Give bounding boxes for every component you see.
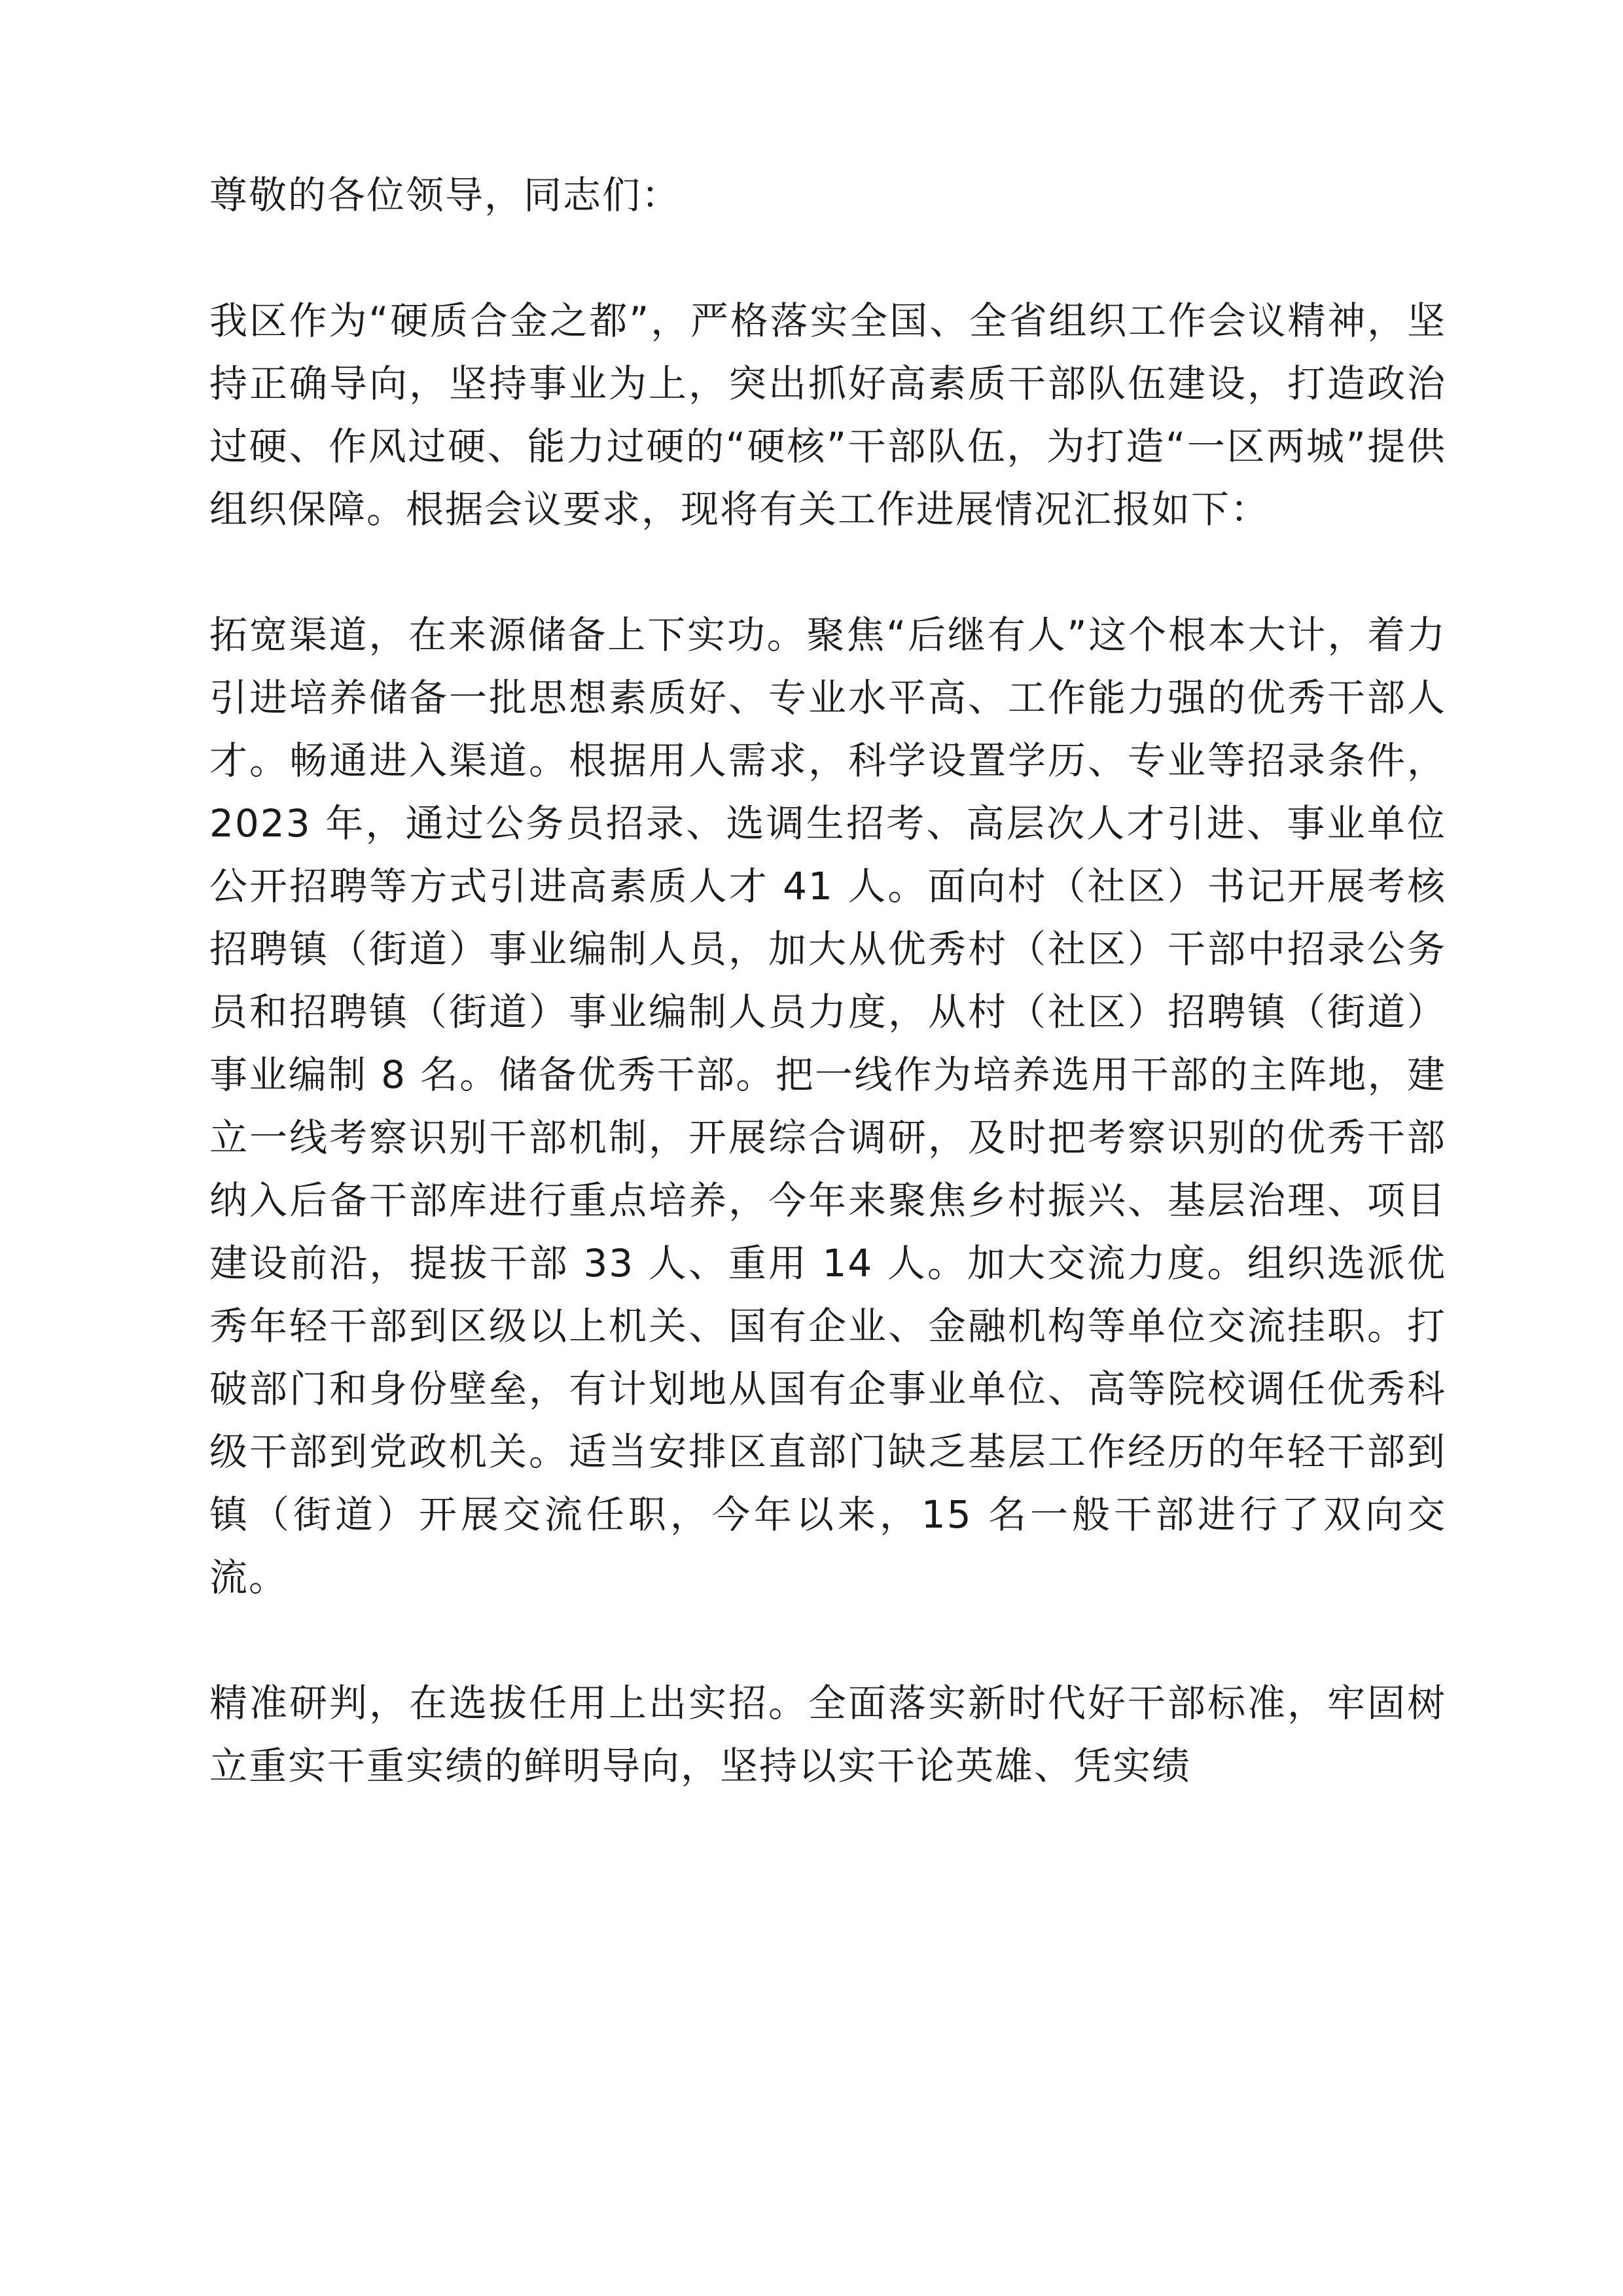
document-body [209,164,1446,1797]
paragraph-channels: 拓宽渠道，在来源储备上下实功。聚焦“后继有人”这个根本大计，着力引进培养储备一批思想素质好、专业水平高、工作能力强的优秀干部人才。畅通进入渠道。根据用人需求，科学设置学历、专业等招录条件，2023 年，通过公务员招录、选调生招考、高层次人才引进、事业单位公开招聘等方式引进高素质人才 41 人。面向村（社区）书记开展考核招聘镇（街道）事业编制人员，加大从优秀村（社区）干部中招录公务员和招聘镇（街道）事业编制人员力度，从村（社区）招聘镇（街道）事业编制 8 名。储备优秀干部。把一线作为培养选用干部的主阵地，建立一线考察识别干部机制，开展综合调研，及时把考察识别的优秀干部纳入后备干部库进行重点培养，今年来聚焦乡村振兴、基层治理、项目建设前沿，提拔干部 33 人、重用 14 人。加大交流力度。组织选派优秀年轻干部到区级以上机关、国有企业、金融机构等单位交流挂职。打破部门和身份壁垒，有计划地从国有企事业单位、高等院校调任优秀科级干部到党政机关。适当安排区直部门缺乏基层工作经历的年轻干部到镇（街道）开展交流任职，今年以来，15 名一般干部进行了双向交流。 [209,613,1446,1600]
paragraph-intro: 我区作为“硬质合金之都”，严格落实全国、全省组织工作会议精神，坚持正确导向，坚持事业为上，突出抓好高素质干部队伍建设，打造政治过硬、作风过硬、能力过硬的“硬核”干部队伍，为打造“一区两城”提供组织保障。根据会议要求，现将有关工作进展情况汇报如下： [209,298,1446,531]
paragraph-selection: 精准研判，在选拔任用上出实招。全面落实新时代好干部标准，牢固树立重实干重实绩的鲜明导向，坚持以实干论英雄、凭实绩 [209,1681,1446,1788]
greeting: 尊敬的各位领导，同志们： [209,173,681,217]
